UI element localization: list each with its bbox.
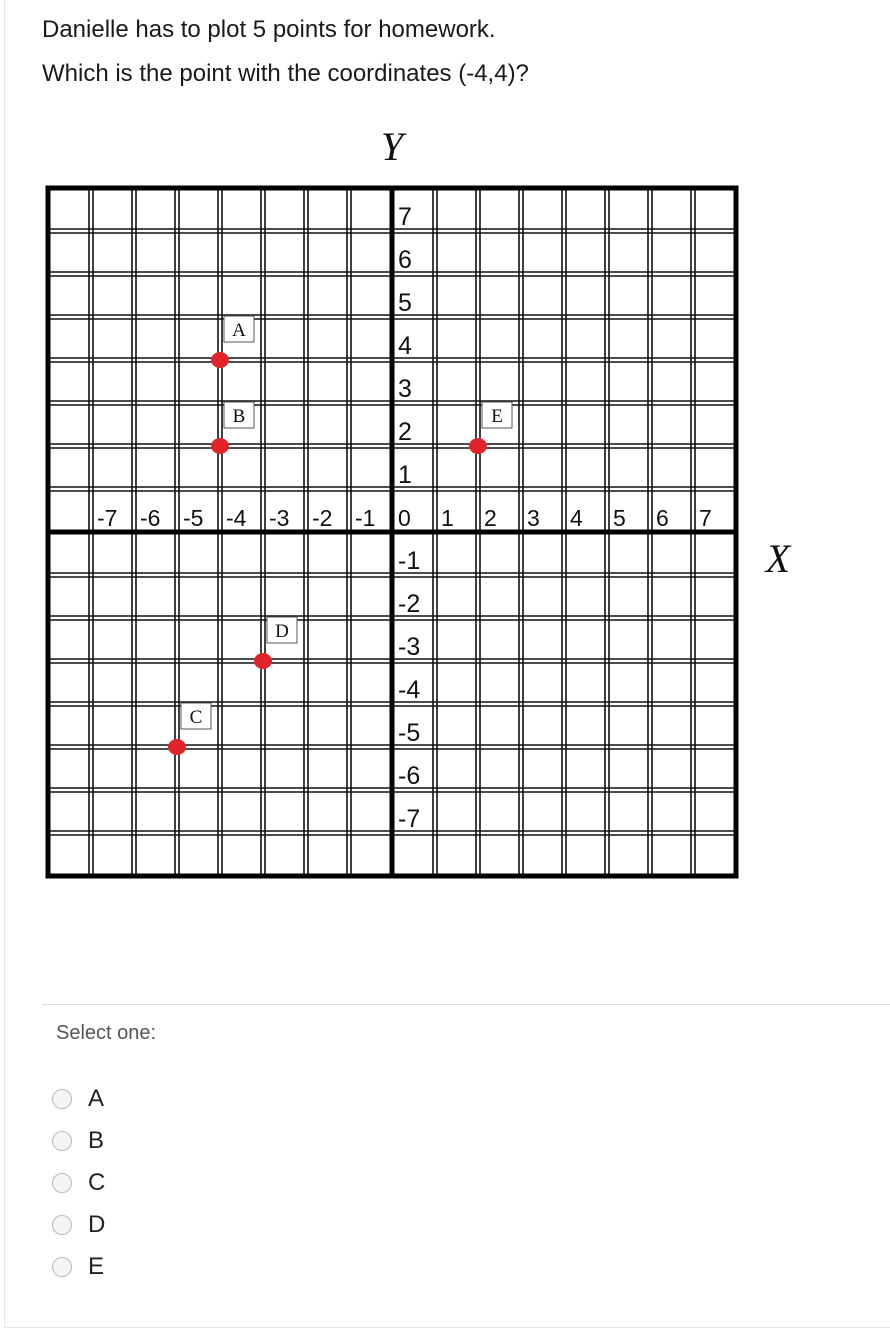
option-d[interactable] — [52, 1204, 105, 1246]
y-tick-label: -7 — [398, 805, 421, 833]
divider — [42, 1004, 890, 1005]
point-label-c: C — [189, 707, 203, 728]
x-tick-label: 6 — [656, 505, 669, 531]
y-tick-label: -4 — [398, 676, 421, 704]
option-e-label: E — [88, 1253, 105, 1280]
option-e[interactable] — [52, 1246, 105, 1288]
option-b-label: B — [88, 1127, 105, 1154]
question-line-1: Danielle has to plot 5 points for homework. — [42, 16, 496, 43]
x-tick-label: -5 — [183, 505, 204, 531]
point-label-a: A — [232, 320, 246, 341]
y-tick-label: 6 — [398, 246, 412, 274]
point-label-e: E — [491, 406, 503, 427]
option-c[interactable] — [52, 1162, 105, 1204]
y-tick-label: -3 — [398, 633, 421, 661]
x-axis-title: X — [765, 536, 791, 581]
x-tick-label: -2 — [312, 505, 333, 531]
y-tick-label: 3 — [398, 375, 412, 403]
y-axis-title: Y — [380, 124, 404, 169]
x-tick-label: 7 — [699, 505, 712, 531]
x-tick-label: -3 — [269, 505, 290, 531]
x-tick-label: -6 — [140, 505, 161, 531]
option-a[interactable] — [52, 1078, 105, 1120]
y-tick-label: -2 — [398, 590, 421, 618]
y-tick-label: 2 — [398, 418, 412, 446]
option-b[interactable] — [52, 1120, 105, 1162]
radio-e[interactable] — [52, 1257, 72, 1277]
point-label-d: D — [275, 621, 289, 642]
x-tick-label: 2 — [484, 505, 497, 531]
radio-c[interactable] — [52, 1173, 72, 1193]
point-c — [168, 739, 186, 755]
y-tick-label: -5 — [398, 719, 421, 747]
option-a-label: A — [88, 1085, 105, 1112]
x-tick-label: -1 — [355, 505, 376, 531]
radio-d[interactable] — [52, 1215, 72, 1235]
coordinate-grid-figure — [0, 110, 890, 900]
point-b — [211, 438, 229, 454]
x-tick-label: 4 — [570, 505, 583, 531]
y-tick-label: 5 — [398, 289, 412, 317]
y-tick-label: 4 — [398, 332, 412, 360]
point-a — [211, 352, 229, 368]
x-tick-label: -4 — [226, 505, 247, 531]
answer-options — [52, 1078, 105, 1288]
x-tick-label: 5 — [613, 505, 626, 531]
question-text — [42, 8, 862, 96]
y-tick-label: 1 — [398, 461, 412, 489]
y-tick-label: -1 — [398, 547, 421, 575]
radio-a[interactable] — [52, 1089, 72, 1109]
radio-b[interactable] — [52, 1131, 72, 1151]
y-tick-label: 7 — [398, 203, 412, 231]
x-tick-label: 0 — [398, 505, 411, 531]
option-c-label: C — [88, 1169, 106, 1196]
x-tick-label: -7 — [97, 505, 118, 531]
point-label-b: B — [232, 406, 246, 427]
x-tick-label: 1 — [441, 505, 454, 531]
y-tick-label: -6 — [398, 762, 421, 790]
select-one-prompt: Select one: — [56, 1022, 157, 1044]
question-line-2: Which is the point with the coordinates (-4,4)? — [42, 60, 529, 87]
point-e — [469, 438, 487, 454]
x-tick-label: 3 — [527, 505, 540, 531]
point-d — [254, 653, 272, 669]
option-d-label: D — [88, 1211, 106, 1238]
